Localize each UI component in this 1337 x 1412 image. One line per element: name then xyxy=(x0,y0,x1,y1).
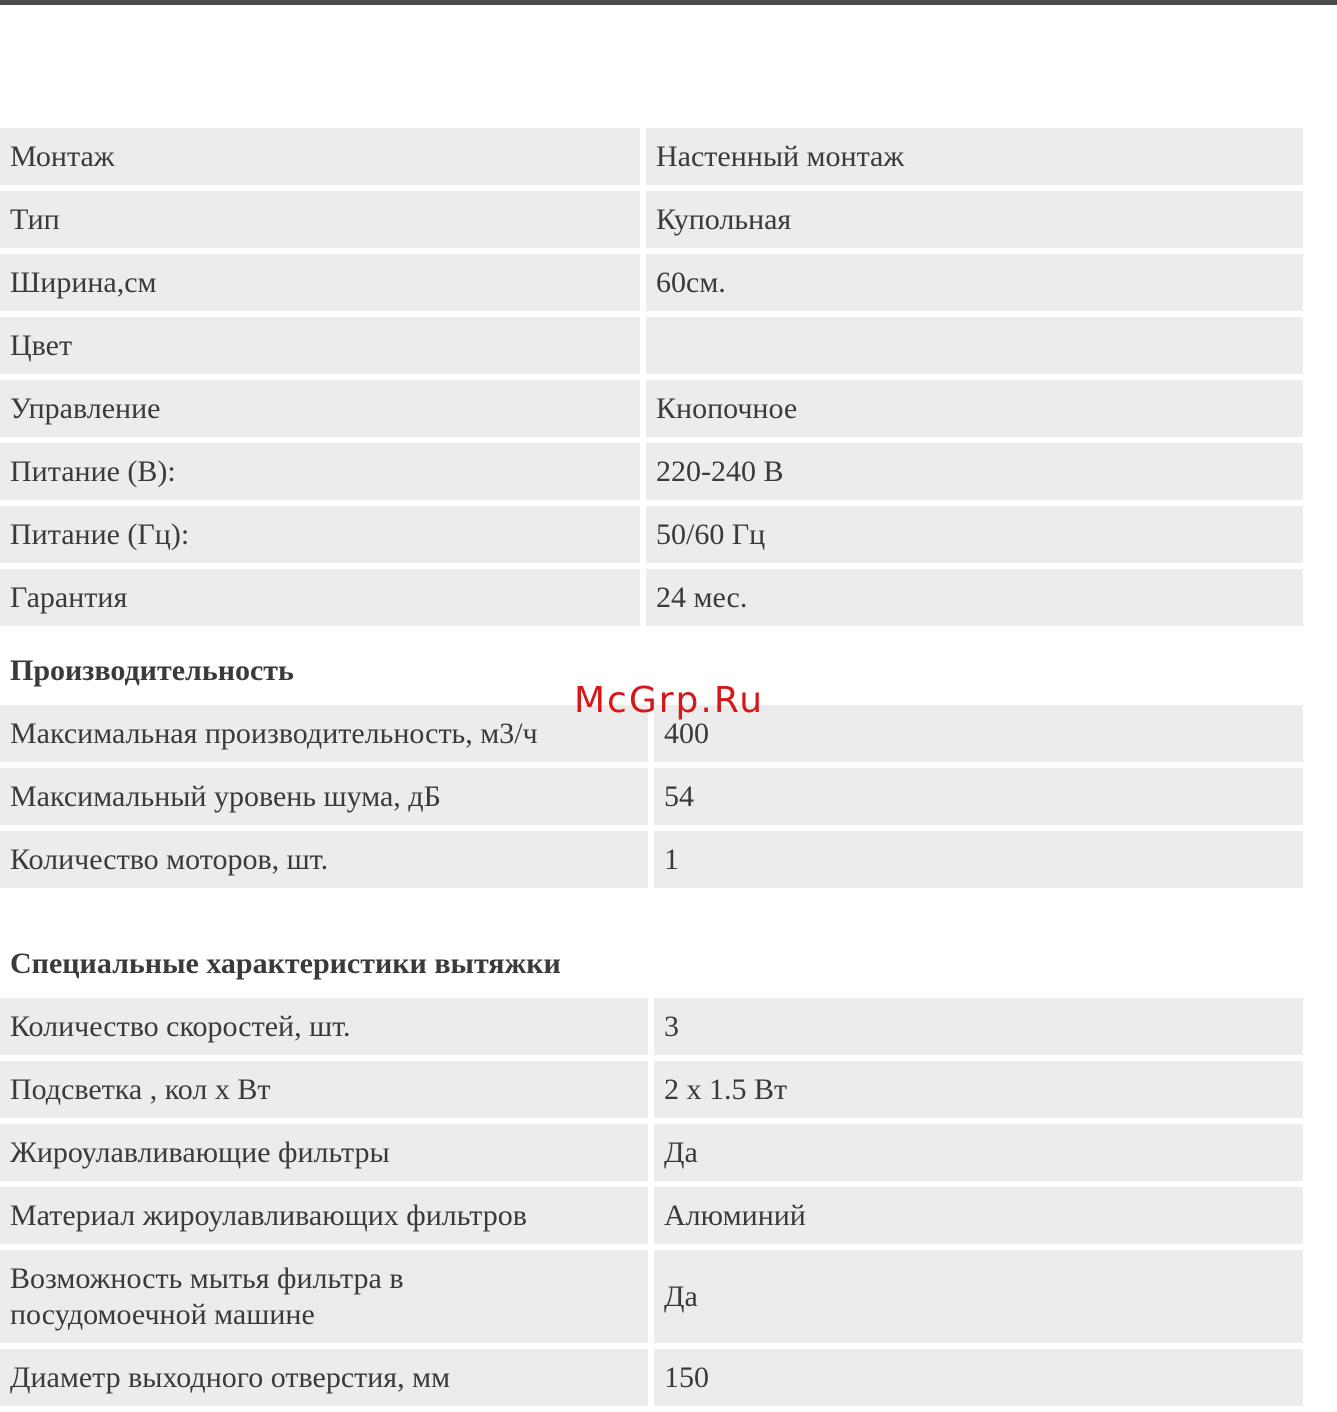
spec-value: 220-240 В xyxy=(646,443,1303,506)
spec-value xyxy=(646,317,1303,380)
table-row xyxy=(0,1349,1303,1412)
spec-label: Тип xyxy=(0,191,646,254)
watermark: McGrp.Ru xyxy=(574,680,765,721)
spec-value: 54 xyxy=(654,768,1303,831)
spec-value: Да xyxy=(654,1250,1303,1349)
table-row xyxy=(0,254,1303,317)
spec-value: 400 xyxy=(654,705,1303,768)
performance-spec-table xyxy=(0,705,1303,894)
spec-value: Купольная xyxy=(646,191,1303,254)
spec-label: Возможность мытья фильтра в посудомоечной машине xyxy=(0,1250,654,1349)
table-row xyxy=(0,1187,1303,1250)
spec-label: Питание (Гц): xyxy=(0,506,646,569)
spec-value: Да xyxy=(654,1124,1303,1187)
spec-value: Настенный монтаж xyxy=(646,128,1303,191)
table-row xyxy=(0,191,1303,254)
table-row xyxy=(0,1061,1303,1124)
table-row xyxy=(0,569,1303,632)
spec-value: 50/60 Гц xyxy=(646,506,1303,569)
spec-label: Цвет xyxy=(0,317,646,380)
spec-value: 24 мес. xyxy=(646,569,1303,632)
performance-section-title: Производительность xyxy=(10,654,294,687)
spec-label: Максимальный уровень шума, дБ xyxy=(0,768,654,831)
table-row xyxy=(0,1124,1303,1187)
table-row xyxy=(0,998,1303,1061)
table-row xyxy=(0,128,1303,191)
top-bar xyxy=(0,0,1337,5)
special-section-title: Специальные характеристики вытяжки xyxy=(10,947,561,980)
spec-label: Управление xyxy=(0,380,646,443)
spec-value: 2 x 1.5 Вт xyxy=(654,1061,1303,1124)
spec-value: Алюминий xyxy=(654,1187,1303,1250)
spec-label: Ширина,см xyxy=(0,254,646,317)
spec-label: Жироулавливающие фильтры xyxy=(0,1124,654,1187)
table-row xyxy=(0,317,1303,380)
table-row xyxy=(0,443,1303,506)
spec-label: Максимальная производительность, м3/ч xyxy=(0,705,654,768)
special-spec-table xyxy=(0,998,1303,1412)
table-row xyxy=(0,380,1303,443)
spec-label: Количество моторов, шт. xyxy=(0,831,654,894)
spec-label: Питание (В): xyxy=(0,443,646,506)
spec-label: Монтаж xyxy=(0,128,646,191)
spec-value: 1 xyxy=(654,831,1303,894)
table-row xyxy=(0,831,1303,894)
spec-value: 60см. xyxy=(646,254,1303,317)
table-row xyxy=(0,768,1303,831)
spec-value: 150 xyxy=(654,1349,1303,1412)
table-row xyxy=(0,506,1303,569)
spec-label: Материал жироулавливающих фильтров xyxy=(0,1187,654,1250)
spec-value: Кнопочное xyxy=(646,380,1303,443)
spec-label: Количество скоростей, шт. xyxy=(0,998,654,1061)
spec-label: Диаметр выходного отверстия, мм xyxy=(0,1349,654,1412)
general-spec-table xyxy=(0,128,1303,632)
table-row xyxy=(0,1250,1303,1349)
spec-label: Подсветка , кол x Вт xyxy=(0,1061,654,1124)
spec-label: Гарантия xyxy=(0,569,646,632)
spec-value: 3 xyxy=(654,998,1303,1061)
